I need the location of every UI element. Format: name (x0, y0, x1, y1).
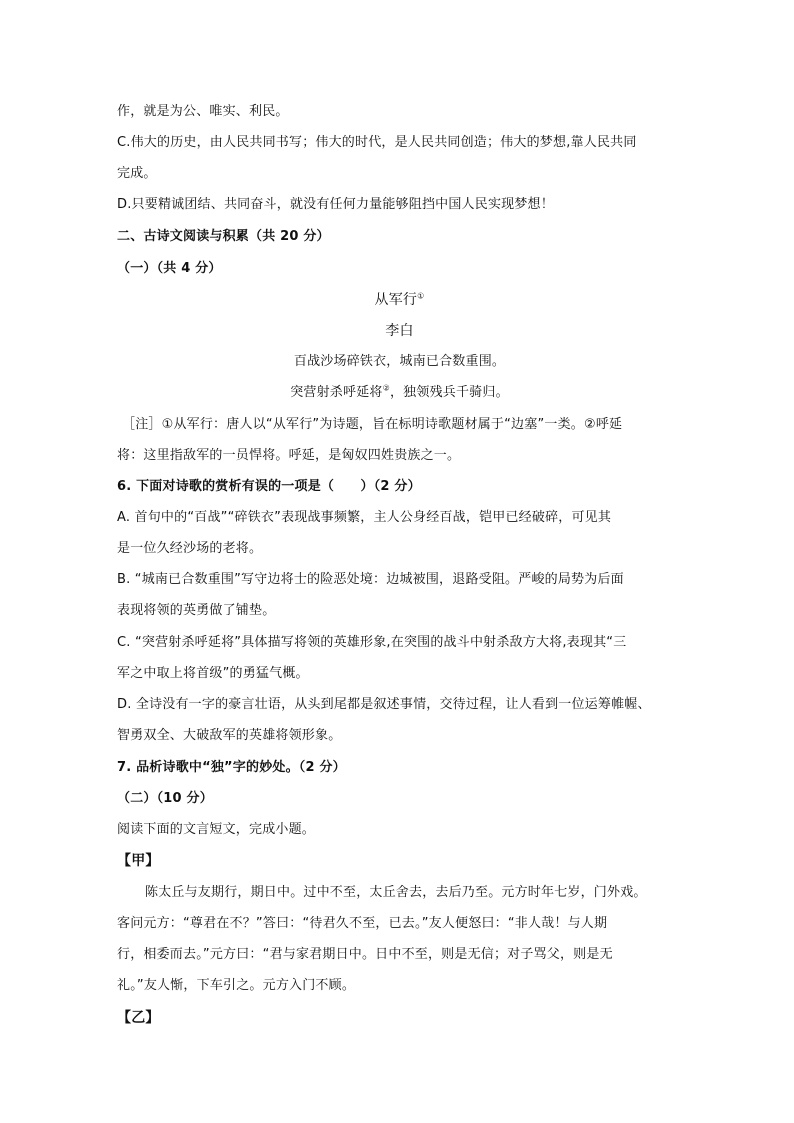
poem-line (117, 383, 682, 403)
text-line: 军之中取上将首级”的勇猛气概。 (117, 666, 309, 681)
option-c-text: C. “突营射杀呼延将”具体描写将领的英雄形象,在突围的战斗中射杀敌方大将,表现其“三 (117, 635, 627, 650)
poem-title-text: 从军行 (374, 292, 418, 308)
option-d-text: D. 全诗没有一字的豪言壮语，从头到尾都是叙述事情，交待过程，让人看到一位运筹帷幄、 (117, 697, 651, 712)
poem-note: 将：这里指敌军的一员悍将。呼延，是匈奴四姓贵族之一。 (117, 448, 461, 463)
passage-text: 陈太丘与友期行，期日中。过中不至，太丘舍去，去后乃至。元方时年七岁，门外戏。 (145, 885, 647, 900)
passage-label-yi: 【乙】 (117, 1010, 160, 1026)
text-line: 是一位久经沙场的老将。 (117, 541, 263, 556)
passage-label-jia: 【甲】 (117, 853, 160, 869)
text-line: 完成。 (117, 166, 157, 181)
section-heading: 二、古诗文阅读与积累（共 20 分） (117, 229, 330, 244)
subsection-heading: （二）（10 分） (117, 791, 213, 806)
instruction-text: 阅读下面的文言短文，完成小题。 (117, 822, 316, 837)
passage-text: 客问元方：“尊君在不？”答曰：“待君久不至，已去。”友人便怒曰：“非人哉！与人期 (117, 916, 608, 931)
question-7: 7. 品析诗歌中“独”字的妙处。（2 分） (117, 760, 346, 775)
option-b-text: B. “城南已合数重围”写守边将士的险恶处境：边城被围，退路受阻。严峻的局势为后面 (117, 572, 624, 587)
poem-footnote-mark: ② (382, 383, 390, 393)
option-a-text: A. 首句中的“百战”“碎铁衣”表现战事频繁，主人公身经百战，铠甲已经破碎，可见其 (117, 510, 612, 525)
option-d-text: D.只要精诚团结、共同奋斗，就没有任何力量能够阻挡中国人民实现梦想！ (117, 197, 554, 212)
poem-line-part: ，独领残兵千骑归。 (389, 385, 509, 400)
poem-line-part: 突营射杀呼延将 (290, 385, 383, 400)
question-6: 6. 下面对诗歌的赏析有误的一项是（ ）（2 分） (117, 479, 421, 494)
text-line: 表现将领的英勇做了铺垫。 (117, 603, 276, 618)
text-line: 作，就是为公、唯实、利民。 (117, 104, 289, 119)
passage-text: 行，相委而去。”元方曰：“君与家君期日中。日中不至，则是无信；对子骂父，则是无 (117, 947, 613, 962)
option-c-text: C.伟大的历史，由人民共同书写；伟大的时代，是人民共同创造；伟大的梦想,靠人民共同 (117, 135, 637, 150)
poem-author: 李白 (385, 323, 414, 339)
passage-text: 礼。”友人惭，下车引之。元方入门不顾。 (117, 978, 356, 993)
subsection-heading: （一）（共 4 分） (117, 261, 222, 276)
text-line: 智勇双全、大破敌军的英雄将领形象。 (117, 728, 342, 743)
poem-note: ［注］①从军行：唐人以“从军行”为诗题，旨在标明诗歌题材属于“边塞”一类。②呼延 (122, 417, 623, 432)
poem-title (117, 290, 682, 310)
poem-line: 百战沙场碎铁衣，城南已合数重围。 (293, 354, 506, 369)
poem-title-footnote-mark: ① (417, 291, 425, 301)
